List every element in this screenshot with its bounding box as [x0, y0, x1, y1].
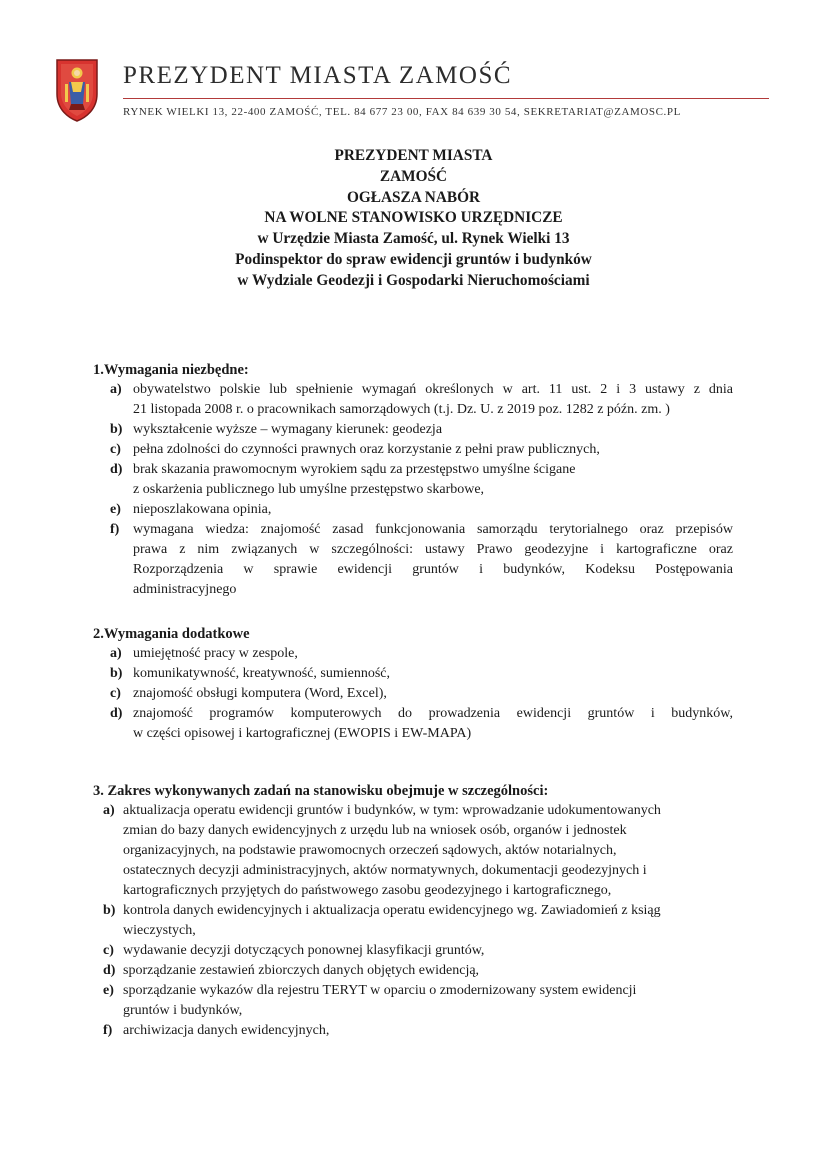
- title-line: NA WOLNE STANOWISKO URZĘDNICZE: [264, 209, 563, 227]
- letterhead-divider: [123, 98, 769, 99]
- list-item: [93, 460, 733, 500]
- list-item: [93, 520, 733, 600]
- item-marker: d): [103, 963, 116, 978]
- item-line: komunikatywność, kreatywność, sumienność,: [133, 666, 391, 681]
- item-line: administracyjnego: [133, 582, 237, 597]
- item-marker: f): [103, 1023, 113, 1038]
- item-line: wieczystych,: [123, 923, 196, 938]
- item-line: nieposzlakowana opinia,: [133, 502, 272, 517]
- item-marker: d): [110, 706, 123, 721]
- title-line: OGŁASZA NABÓR: [346, 188, 481, 206]
- item-marker: a): [103, 803, 115, 818]
- list-item: [93, 664, 733, 684]
- item-line: brak skazania prawomocnym wyrokiem sądu za przestępstwo umyślne ścigane: [133, 462, 576, 477]
- item-line: znajomość programów komputerowych do prowadzenia ewidencji gruntów i budynków,: [133, 706, 733, 721]
- title-line: w Urzędzie Miasta Zamość, ul. Rynek Wielki 13: [257, 230, 570, 248]
- section-duties: [93, 781, 733, 1041]
- item-line: 21 listopada 2008 r. o pracownikach samorządowych (t.j. Dz. U. z 2019 poz. 1282 z późn. zm. ): [133, 402, 670, 417]
- item-marker: c): [110, 686, 121, 701]
- item-line: Rozporządzenia w sprawie ewidencji gruntów i budynków, Kodeksu Postępowania: [133, 562, 733, 577]
- item-line: archiwizacja danych ewidencyjnych,: [123, 1023, 330, 1038]
- letterhead: [55, 58, 775, 128]
- list-item: [93, 961, 733, 981]
- item-marker: b): [110, 422, 123, 437]
- section-required: [93, 360, 733, 600]
- city-coat-of-arms-icon: [55, 58, 99, 122]
- item-line: prawa z nim związanych w szczególności: ustawy Prawo geodezyjne i kartograficzne oraz: [133, 542, 733, 557]
- item-line: organizacyjnych, na podstawie prawomocnych orzeczeń sądowych, aktów notarialnych,: [123, 843, 617, 858]
- item-line: kartograficznych przyjętych do państwowego zasobu geodezyjnego i kartograficznego,: [123, 883, 612, 898]
- title-line: PREZYDENT MIASTA: [334, 147, 493, 164]
- item-line: wykształcenie wyższe – wymagany kierunek: geodezja: [133, 422, 443, 437]
- item-line: wydawanie decyzji dotyczących ponownej klasyfikacji gruntów,: [123, 943, 485, 958]
- item-marker: e): [110, 502, 121, 517]
- item-marker: d): [110, 462, 123, 477]
- item-line: sporządzanie wykazów dla rejestru TERYT w oparciu o zmodernizowany system ewidencji: [123, 983, 637, 998]
- list-item: [93, 981, 733, 1021]
- list-item: [93, 1021, 733, 1041]
- title-line: Podinspektor do spraw ewidencji gruntów i budynków: [235, 250, 592, 268]
- letterhead-name: PREZYDENT MIASTA ZAMOŚĆ: [123, 62, 513, 89]
- letterhead-address: RYNEK WIELKI 13, 22-400 ZAMOŚĆ, TEL. 84 677 23 00, FAX 84 639 30 54, SEKRETARIAT@ZAMOSC.PL: [123, 106, 681, 118]
- item-line: pełna zdolności do czynności prawnych oraz korzystanie z pełni praw publicznych,: [133, 442, 600, 457]
- item-marker: c): [110, 442, 121, 457]
- list-item: [93, 941, 733, 961]
- item-line: aktualizacja operatu ewidencji gruntów i budynków, w tym: wprowadzanie udokumentowanych: [123, 803, 661, 818]
- list-item: [93, 420, 733, 440]
- item-line: gruntów i budynków,: [123, 1003, 243, 1018]
- list-item: [93, 500, 733, 520]
- list-item: [93, 644, 733, 664]
- title-line: w Wydziale Geodezji i Gospodarki Nieruchomościami: [237, 271, 590, 289]
- list-item: [93, 380, 733, 420]
- announcement-title: [0, 146, 827, 292]
- title-line: ZAMOŚĆ: [379, 167, 448, 185]
- item-line: kontrola danych ewidencyjnych i aktualizacja operatu ewidencyjnego wg. Zawiadomień z ksiąg: [123, 903, 661, 918]
- item-marker: c): [103, 943, 114, 958]
- list-item: [93, 801, 733, 901]
- item-line: w części opisowej i kartograficznej (EWOPIS i EW-MAPA): [133, 726, 472, 741]
- section-additional: [93, 624, 733, 744]
- list-item: [93, 901, 733, 941]
- section-heading: 3. Zakres wykonywanych zadań na stanowisku obejmuje w szczególności:: [93, 783, 549, 799]
- list-item: [93, 704, 733, 744]
- item-line: sporządzanie zestawień zbiorczych danych objętych ewidencją,: [123, 963, 480, 978]
- list-item: [93, 684, 733, 704]
- section-heading: 2.Wymagania dodatkowe: [93, 626, 250, 642]
- item-line: ostatecznych decyzji administracyjnych, aktów normatywnych, dokumentacji geodezyjnych i: [123, 863, 647, 878]
- item-line: umiejętność pracy w zespole,: [133, 646, 298, 661]
- item-marker: b): [103, 903, 116, 918]
- item-marker: f): [110, 522, 120, 537]
- item-marker: a): [110, 382, 122, 397]
- item-line: znajomość obsługi komputera (Word, Excel),: [133, 686, 387, 701]
- item-line: wymagana wiedza: znajomość zasad funkcjonowania samorządu terytorialnego oraz przepisów: [133, 522, 733, 537]
- item-marker: a): [110, 646, 122, 661]
- item-line: zmian do bazy danych ewidencyjnych z urzędu lub na wniosek osób, organów i jednostek: [123, 823, 627, 838]
- list-item: [93, 440, 733, 460]
- item-marker: e): [103, 983, 114, 998]
- item-line: obywatelstwo polskie lub spełnienie wymagań określonych w art. 11 ust. 2 i 3 ustawy z dnia: [133, 382, 733, 397]
- section-heading: 1.Wymagania niezbędne:: [93, 362, 249, 378]
- item-line: z oskarżenia publicznego lub umyślne przestępstwo skarbowe,: [133, 482, 485, 497]
- item-marker: b): [110, 666, 123, 681]
